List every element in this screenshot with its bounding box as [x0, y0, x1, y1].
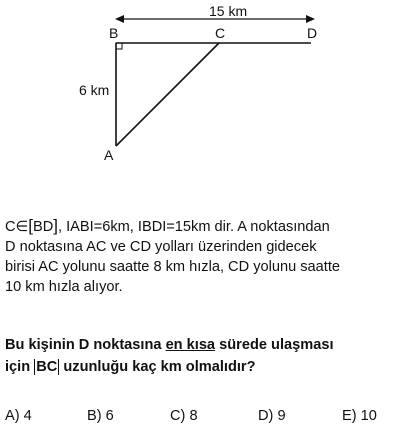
option-c[interactable]: C) 8 — [170, 408, 198, 424]
problem-line-3: birisi AC yolunu saatte 8 km hızla, CD yolunu saatte — [5, 259, 341, 275]
question-text — [5, 334, 397, 378]
bd-length-label: 15 km — [209, 3, 248, 19]
question-part-4: uzunluğu kaç km olmalıdır? — [59, 359, 256, 375]
problem-line-4: 10 km hızla alıyor. — [5, 279, 123, 295]
right-angle-marker — [116, 43, 122, 49]
question-emphasis: en kısa — [165, 337, 216, 353]
problem-line-1-rest: , IABI=6km, IBDI=15km dir. A noktasından — [58, 219, 330, 235]
option-d[interactable]: D) 9 — [258, 408, 286, 424]
answer-options — [5, 408, 397, 428]
ab-length-label: 6 km — [79, 82, 110, 98]
option-a[interactable]: A) 4 — [5, 408, 32, 424]
geometry-figure — [0, 0, 400, 170]
segment-ac — [116, 43, 219, 146]
option-e[interactable]: E) 10 — [342, 408, 377, 424]
question-part-3: için — [5, 359, 35, 375]
segment-bd-text: BD — [33, 219, 54, 235]
bracket-open: [ — [28, 216, 33, 235]
point-c-text: C — [5, 219, 16, 235]
question-line-2 — [5, 356, 397, 378]
problem-line-1 — [5, 216, 397, 237]
segment-bc-abs: BC — [36, 359, 58, 375]
question-part-1: Bu kişinin D noktasına — [5, 337, 166, 353]
question-line-1 — [5, 334, 397, 356]
question-part-2: sürede ulaşması — [215, 337, 334, 353]
dimension-arrow-left — [115, 15, 124, 23]
point-label-d: D — [307, 25, 318, 41]
problem-text — [5, 216, 397, 297]
point-label-b: B — [109, 25, 119, 41]
point-label-a: A — [104, 147, 114, 163]
element-of-symbol: ∈ — [15, 219, 29, 235]
point-label-c: C — [215, 25, 226, 41]
option-b[interactable]: B) 6 — [87, 408, 114, 424]
bracket-close: ] — [53, 216, 59, 235]
problem-line-2: D noktasına AC ve CD yolları üzerinden gidecek — [5, 239, 317, 255]
dimension-arrow-right — [306, 15, 315, 23]
